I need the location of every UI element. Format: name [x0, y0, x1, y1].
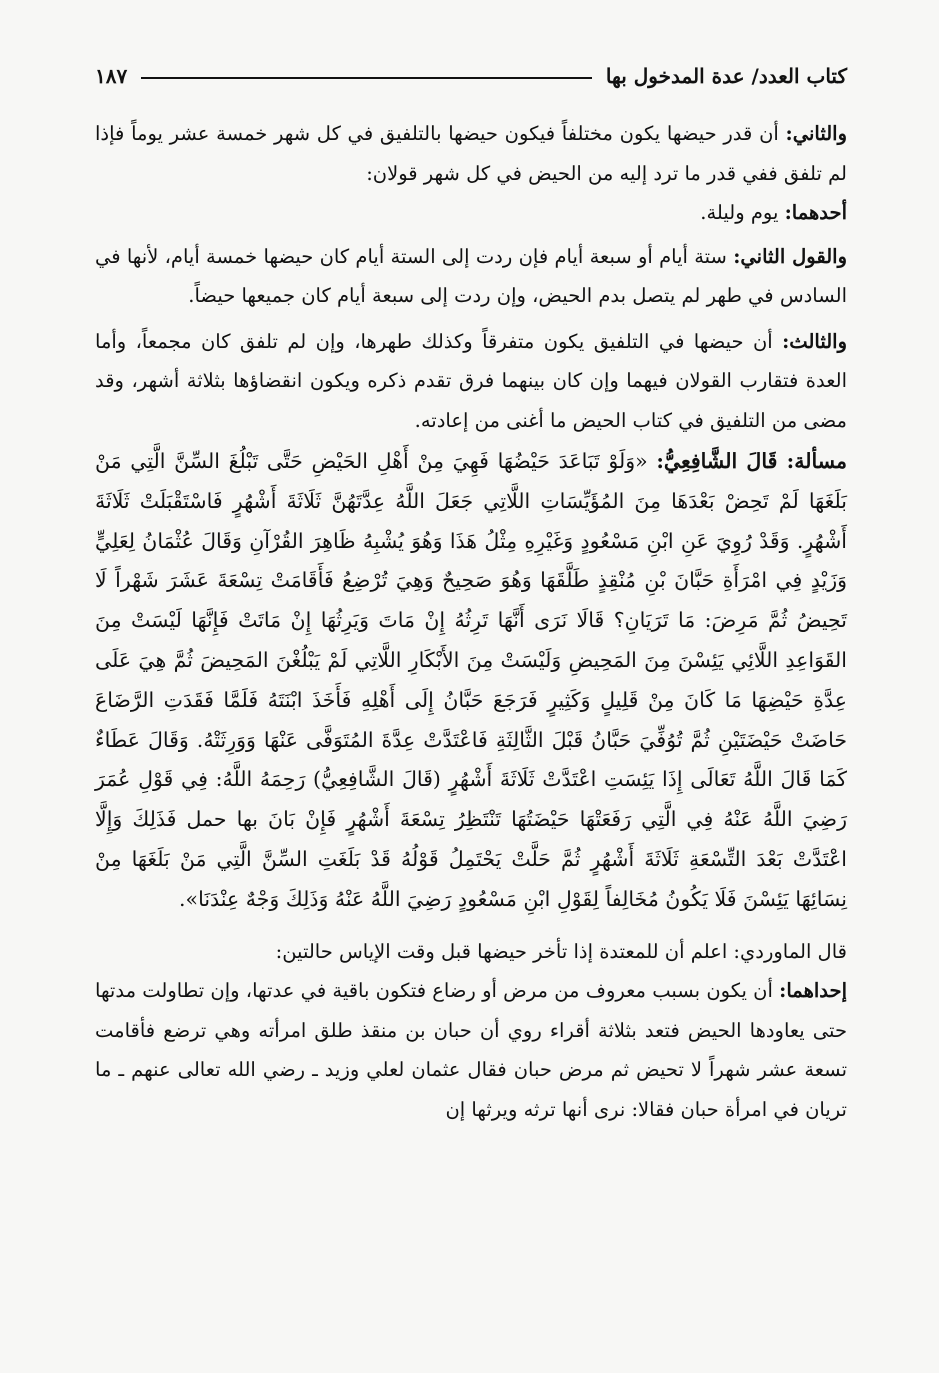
paragraph-text: أن يكون بسبب معروف من مرض أو رضاع فتكون باقية في عدتها، وإن تطاولت مدتها حتى يعاودها الحيض فتعد بثلاثة أقراء روي أن حبان بن منقذ طلق امرأته وهي ترضع فأقامت تسعة عشر شهراً لا تحيض ثم مرض حبان فقال عثمان لعلي وزيد ـ رضي الله تعالى عنهم ـ ما تريان في امرأة حبان فقالا: نرى أنها ترثه ويرثها إن	[95, 979, 847, 1121]
paragraph-text: أن قدر حيضها يكون مختلفاً فيكون حيضها بالتلفيق في كل شهر خمسة عشر يوماً فإذا لم تلفق ففي قدر ما ترد إليه من الحيض في كل شهر قولان:	[95, 122, 847, 185]
paragraph-third	[95, 322, 847, 441]
paragraph-text: ستة أيام أو سبعة أيام فإن ردت إلى الستة أيام كان حيضها خمسة أيام، لأنها في السادس في طهر لم يتصل بدم الحيض، وإن ردت إلى سبعة أيام كان جميعها حيضاً.	[95, 244, 847, 307]
masala-lead: مسألة: قَالَ الشَّافِعِيُّ:	[656, 449, 847, 473]
running-header	[95, 58, 847, 94]
paragraph-lead: والثالث:	[782, 329, 847, 353]
masala-text: «وَلَوْ تَبَاعَدَ حَيْضُهَا فَهِيَ مِنْ أَهْلِ الحَيْضِ حَتَّى تَبْلُغَ السِّنَّ الَّتِي مَنْ بَلَغَهَا لَمْ تَحِضْ بَعْدَهَا مِنَ المُؤَيِّسَاتِ اللَّاتِي جَعَلَ اللَّهُ عِدَّتَهُنَّ ثَلَاثَةَ أَشْهُرٍ فَاسْتَقْبَلَتْ ثَلَاثَةَ أَشْهُرٍ. وَقَدْ رُوِيَ عَنِ ابْنِ مَسْعُودٍ وَغَيْرِهِ مِثْلُ هَذَا وَهُوَ يُشْبِهُ ظَاهِرَ القُرْآنِ وَقَالَ عُثْمَانُ لِعَلِيٍّ وَزَيْدٍ فِي امْرَأَةِ حَبَّانَ بْنِ مُنْقِذٍ طَلَّقَهَا وَهُوَ صَحِيحٌ وَهِيَ تُرْضِعُ فَأَقَامَتْ تِسْعَةَ عَشَرَ شَهْراً لَا تَحِيضُ ثُمَّ مَرِضَ: مَا تَرَيَانِ؟ قَالَا نَرَى أَنَّهَا تَرِثُهُ إِنْ مَاتَ وَيَرِثُهَا إِنْ مَاتَتْ فَإِنَّهَا لَيْسَتْ مِنَ القَوَاعِدِ اللَّائِي يَئِسْنَ مِنَ المَحِيضِ وَلَيْسَتْ مِنَ الأَبْكَارِ اللَّاتِي لَمْ يَبْلُغْنَ المَحِيضَ ثُمَّ هِيَ عَلَى عِدَّةِ حَيْضِهَا مَا كَانَ مِنْ قَلِيلٍ وَكَثِيرٍ فَرَجَعَ حَبَّانُ إِلَى أَهْلِهِ فَأَخَذَ ابْنَتَهُ فَلَمَّا فَقَدَتِ الرَّضَاعَ حَاضَتْ حَيْضَتَيْنِ ثُمَّ تُوُفِّيَ حَبَّانُ قَبْلَ الثَّالِثَةِ فَاعْتَدَّتْ عِدَّةَ المُتَوَفَّى عَنْهَا وَوَرِثَتْهُ. وَقَالَ عَطَاءٌ كَمَا قَالَ اللَّهُ تَعَالَى إِذَا يَئِسَتِ اعْتَدَّتْ ثَلَاثَةَ أَشْهُرٍ (قَالَ الشَّافِعِيُّ) رَحِمَهُ اللَّهُ: فِي قَوْلِ عُمَرَ رَضِيَ اللَّهُ عَنْهُ فِي الَّتِي رَفَعَتْهَا حَيْضَتُهَا تَنْتَظِرُ تِسْعَةَ أَشْهُرٍ فَإِنْ بَانَ بها حمل فَذَلِكَ وَإِلَّا اعْتَدَّتْ بَعْدَ التِّسْعَةِ ثَلَاثَةَ أَشْهُرٍ ثُمَّ حَلَّتْ يَحْتَمِلُ قَوْلُهُ قَدْ بَلَغَتِ السِّنَّ الَّتِي مَنْ بَلَغَهَا مِنْ نِسَائِهَا يَئِسْنَ فَلَا يَكُونُ مُخَالِفاً لِقَوْلِ ابْنِ مَسْعُودٍ رَضِيَ اللَّهُ عَنْهُ وَذَلِكَ وَجْهٌ عِنْدَنَا».	[95, 449, 847, 911]
document-page	[95, 58, 847, 1129]
paragraph-lead: والثاني:	[785, 122, 847, 145]
commentary-first-case	[95, 971, 847, 1129]
paragraph-second-saying	[95, 237, 847, 316]
paragraph-text: قال الماوردي: اعلم أن للمعتدة إذا تأخر حيضها قبل وقت الإياس حالتين:	[275, 939, 847, 963]
paragraph-text: يوم وليلة.	[700, 201, 785, 224]
paragraph-lead: والقول الثاني:	[733, 244, 848, 268]
paragraph-first-saying	[95, 193, 847, 233]
page-number: ١٨٧	[95, 64, 128, 88]
paragraph-lead: إحداهما:	[779, 979, 847, 1003]
commentary-intro	[95, 932, 847, 972]
header-rule	[141, 77, 592, 79]
paragraph-text: أن حيضها في التلفيق يكون متفرقاً وكذلك طهرها، وإن لم تلفق كان مجمعاً، وأما العدة فتقارب القولان فيهما وإن كان بينهما فرق تقدم ذكره ويكون انقضاؤها بثلاثة أشهر، وقد مضى من التلفيق في كتاب الحيض ما أغنى من إعادته.	[95, 329, 847, 432]
paragraph-second	[95, 114, 847, 193]
paragraph-lead: أحدهما:	[784, 201, 847, 224]
header-title: كتاب العدد/ عدة المدخول بها	[605, 64, 847, 88]
masala-quote	[95, 442, 847, 920]
